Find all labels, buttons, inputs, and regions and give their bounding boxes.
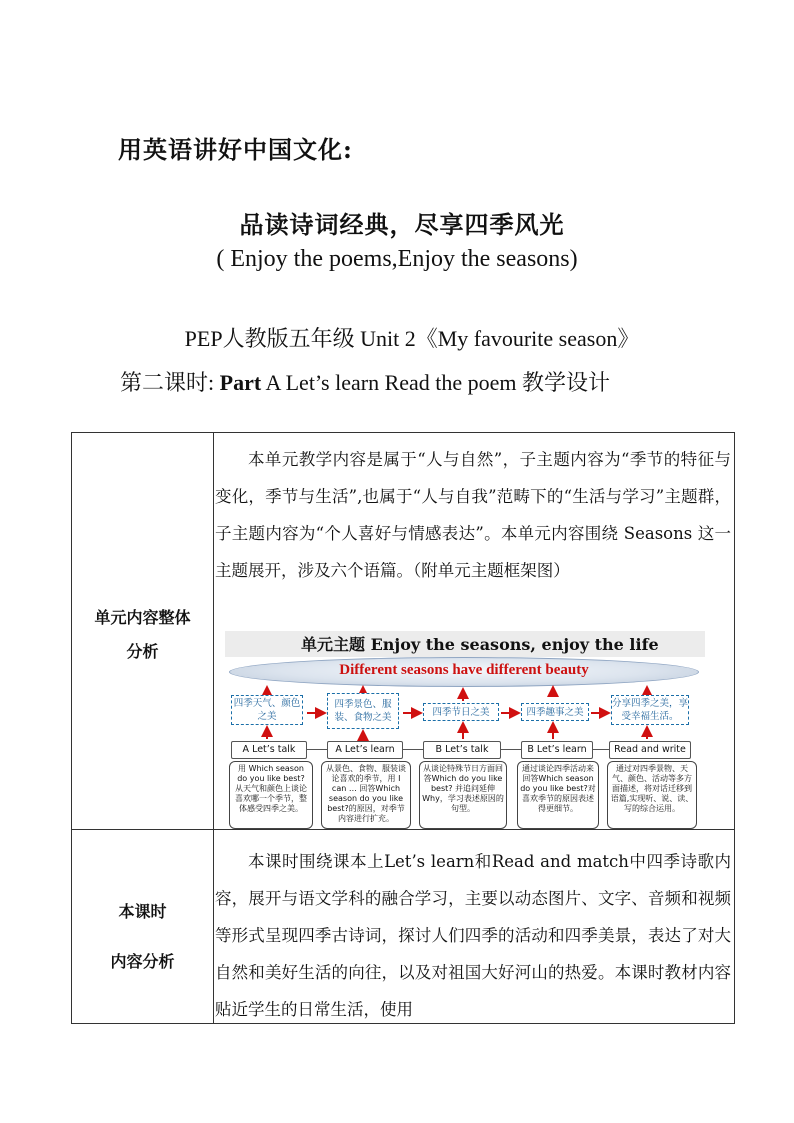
row2-label-line1: 本课时 xyxy=(118,902,167,921)
theme-box-3: 四季节日之美 xyxy=(423,703,499,721)
unit-theme-diagram xyxy=(225,631,705,831)
lesson-part: Part xyxy=(219,370,262,395)
diagram-banner-text: Different seasons have different beauty xyxy=(339,662,589,678)
row1-label-line2: 分析 xyxy=(126,642,159,661)
row2-label-line2: 内容分析 xyxy=(110,952,175,971)
lesson-line xyxy=(120,366,610,397)
table-column-divider xyxy=(213,433,214,1023)
row2-label xyxy=(72,887,213,987)
lesson-prefix: 第二课时: xyxy=(120,370,220,395)
tab-connector-3 xyxy=(501,749,521,750)
theme-box-2: 四季景色、服装、食物之美 xyxy=(327,693,399,729)
lesson-tab-4: B Let’s learn xyxy=(521,741,593,759)
lesson-desc-2: 从景色、食物、服装谈论喜欢的季节，用 I can … 回答Which season do you like best?的原因，对季节内容进行扩充。 xyxy=(321,761,411,829)
lesson-desc-5: 通过对四季景物、天气、颜色、活动等多方面描述，将对话迁移到语篇,实现听、说、读、写的综合运用。 xyxy=(607,761,697,829)
row1-label-line1: 单元内容整体 xyxy=(94,608,191,627)
tab-connector-4 xyxy=(593,749,609,750)
main-title: 品读诗词经典，尽享四季风光 xyxy=(239,210,565,239)
row2-paragraph: 本课时围绕课本上Let’s learn和Read and match中四季诗歌内容，展开与语文学科的融合学习，主要以动态图片、文字、音频和视频等形式呈现四季古诗词，探讨人们四季的活动和四季美景，表达了对大自然和美好生活的向往，以及对祖国大好河山的热爱。本课时教材内容贴近学生的日常生活，使用 xyxy=(215,852,731,1019)
lesson-desc-4: 通过谈论四季活动来回答Which season do you like best?对喜欢季节的原因表述得更细节。 xyxy=(517,761,599,829)
lesson-tab-2: A Let’s learn xyxy=(327,741,403,759)
textbook-unit-line: PEP人教版五年级 Unit 2《My favourite season》 xyxy=(184,326,640,351)
theme-box-5: 分享四季之美，享受幸福生活。 xyxy=(611,695,689,725)
english-title: ( Enjoy the poems,Enjoy the seasons) xyxy=(216,246,578,272)
lesson-tab-1: A Let’s talk xyxy=(231,741,307,759)
theme-box-1: 四季天气、颜色之美 xyxy=(231,695,303,725)
lesson-tab-5: Read and write xyxy=(609,741,691,759)
tab-connector-1 xyxy=(307,749,327,750)
diagram-header-text: 单元主题 Enjoy the seasons, enjoy the life xyxy=(301,635,659,654)
row1-paragraph: 本单元教学内容是属于“人与自然”，子主题内容为“季节的特征与变化，季节与生活”,也属于“人与自我”范畴下的“生活与学习”主题群，子主题内容为“个人喜好与情感表达”。本单元内容围绕 Seasons 这一主题展开，涉及六个语篇。（附单元主题框架图） xyxy=(215,450,731,580)
theme-box-4: 四季趣事之美 xyxy=(521,703,589,721)
culture-heading: 用英语讲好中国文化: xyxy=(118,135,353,164)
lesson-desc-1: 用 Which season do you like best? 从天气和颜色上谈论喜欢哪一个季节，整体感受四季之美。 xyxy=(229,761,313,829)
tab-connector-2 xyxy=(403,749,423,750)
lesson-tab-3: B Let’s talk xyxy=(423,741,501,759)
row1-label xyxy=(72,601,213,669)
lesson-desc-3: 从谈论特殊节日方面回答Which do you like best? 并追问延伸 Why，学习表述原因的句型。 xyxy=(419,761,507,829)
lesson-rest: A Let’s learn Read the poem 教学设计 xyxy=(261,370,611,395)
design-table xyxy=(71,432,735,1024)
